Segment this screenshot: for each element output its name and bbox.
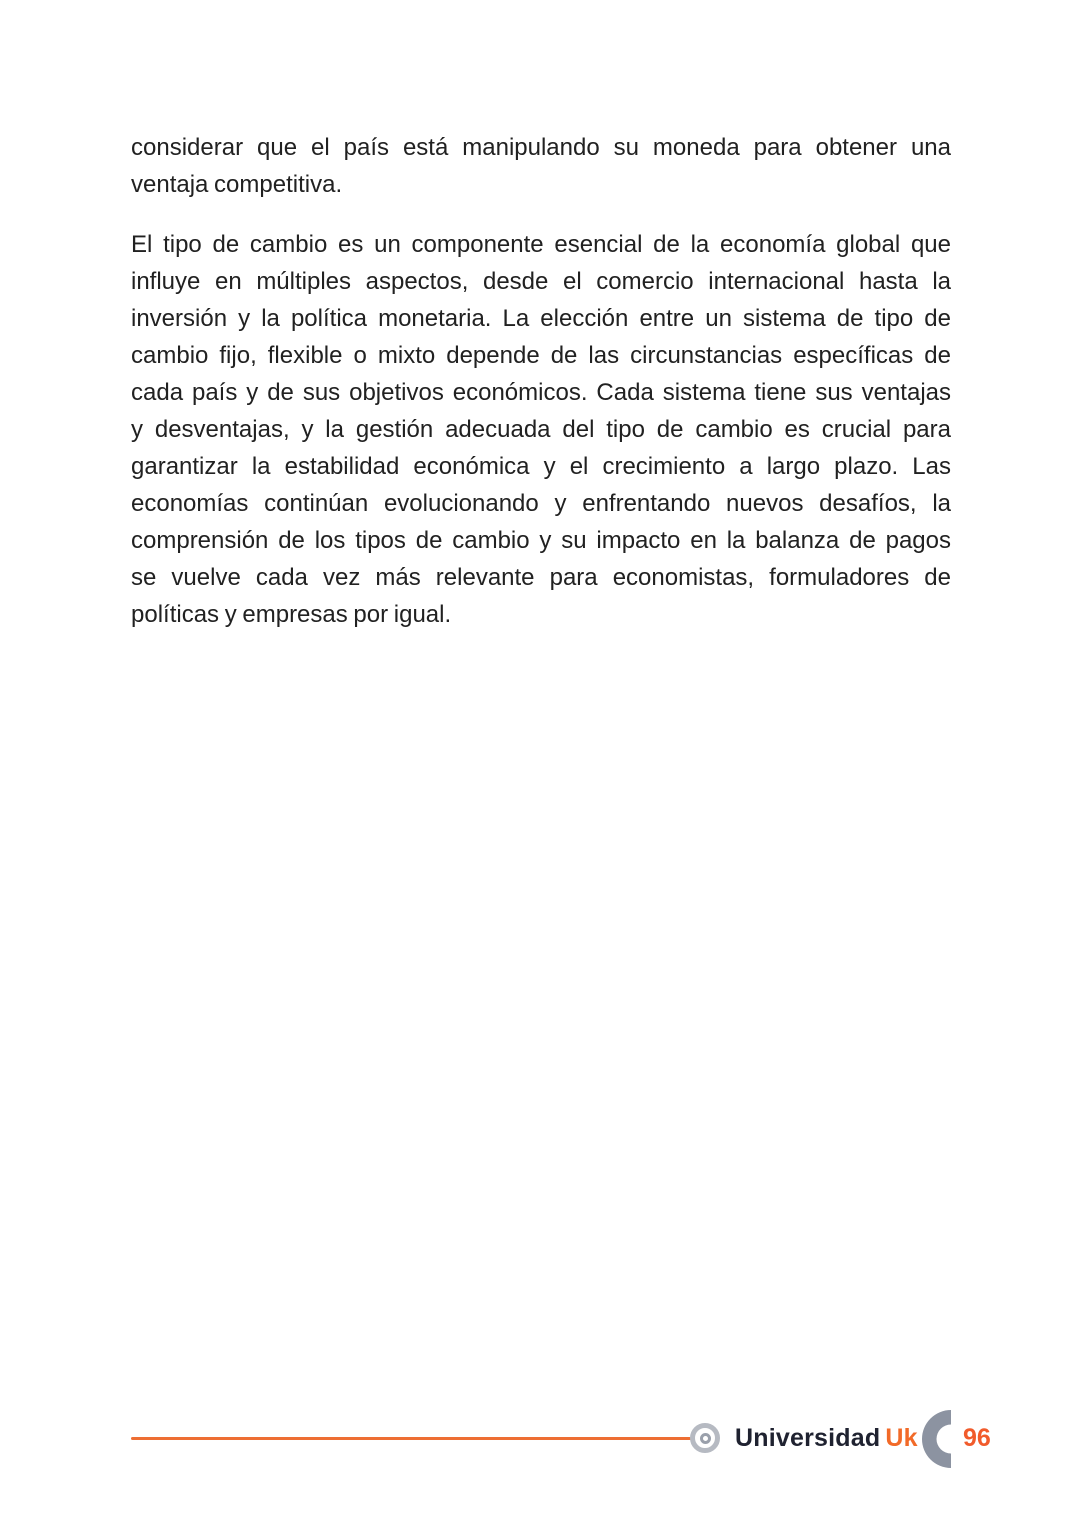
text-line: se vuelve cada vez más relevante para economistas, formuladores de — [131, 564, 951, 591]
text-line: influye en múltiples aspectos, desde el comercio internacional hasta la — [131, 268, 951, 295]
brand-name: Universidad — [735, 1423, 881, 1452]
footer-rule — [131, 1437, 691, 1440]
text-line: cambio fijo, flexible o mixto depende de las circunstancias específicas de — [131, 342, 951, 369]
target-circle-icon — [690, 1423, 720, 1453]
brand-suffix: Uk — [885, 1423, 918, 1452]
text-line: considerar que el país está manipulando su moneda para obtener una — [131, 134, 951, 161]
text-line: El tipo de cambio es un componente esencial de la economía global que — [131, 231, 951, 258]
text-line: cada país y de sus objetivos económicos. Cada sistema tiene sus ventajas — [131, 379, 951, 406]
text-line: comprensión de los tipos de cambio y su impacto en la balanza de pagos — [131, 527, 951, 554]
crescent-icon — [922, 1410, 951, 1468]
text-line: garantizar la estabilidad económica y el crecimiento a largo plazo. Las — [131, 453, 951, 480]
page-number: 96 — [963, 1424, 991, 1452]
target-circle-core — [700, 1433, 711, 1444]
paragraph-2 — [131, 226, 951, 633]
text-line: ventaja competitiva. — [131, 171, 343, 198]
paragraph-1 — [131, 129, 951, 203]
brand-logo — [735, 1423, 918, 1453]
text-line: y desventajas, y la gestión adecuada del tipo de cambio es crucial para — [131, 416, 951, 443]
text-line: políticas y empresas por igual. — [131, 601, 452, 628]
text-line: economías continúan evolucionando y enfrentando nuevos desafíos, la — [131, 490, 951, 517]
page-footer — [0, 1400, 1080, 1490]
text-line: inversión y la política monetaria. La elección entre un sistema de tipo de — [131, 305, 951, 332]
